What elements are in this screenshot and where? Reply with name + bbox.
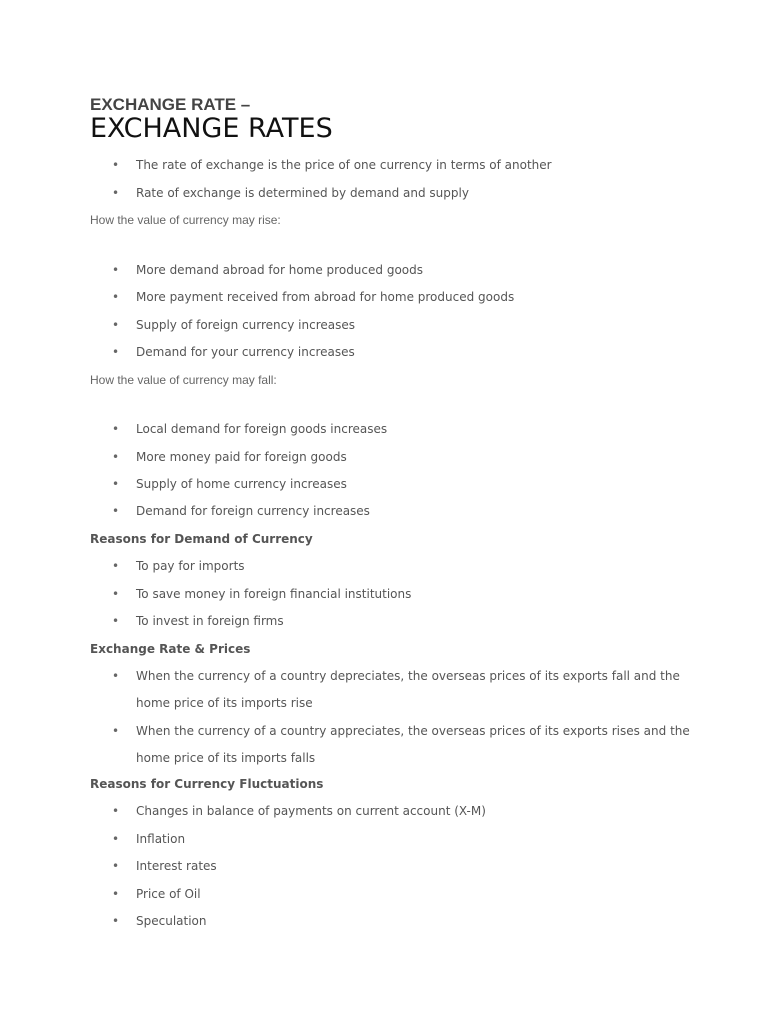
bullet-icon: • [112, 914, 120, 928]
list-item: Speculation [136, 914, 207, 928]
list-item: Demand for foreign currency increases [136, 504, 370, 518]
list-item: To invest in foreign firms [136, 614, 284, 628]
bullet-icon: • [112, 859, 120, 873]
bullet-icon: • [112, 450, 120, 464]
list-item: More demand abroad for home produced goods [136, 263, 423, 277]
bullet-icon: • [112, 345, 120, 359]
list-item-line: When the currency of a country depreciates, the overseas prices of its exports fall and the [136, 669, 680, 683]
list-item: To save money in foreign financial institutions [136, 587, 412, 601]
list-item-line: When the currency of a country appreciates, the overseas prices of its exports rises and the [136, 724, 690, 738]
bullet-icon: • [112, 318, 120, 332]
bullet-icon: • [112, 587, 120, 601]
bullet-icon: • [112, 263, 120, 277]
list-item: The rate of exchange is the price of one currency in terms of another [136, 158, 552, 172]
list-item: More money paid for foreign goods [136, 450, 347, 464]
document-title-small: EXCHANGE RATE – [90, 95, 251, 114]
bullet-icon: • [112, 669, 120, 683]
list-item: Supply of foreign currency increases [136, 318, 356, 332]
list-item: Supply of home currency increases [136, 477, 347, 491]
bullet-icon: • [112, 422, 120, 436]
bullet-icon: • [112, 832, 120, 846]
document-title-large: EXCHANGE RATES [90, 113, 333, 144]
bullet-icon: • [112, 186, 120, 200]
bullet-icon: • [112, 887, 120, 901]
list-item: Price of Oil [136, 887, 201, 901]
fall-note: How the value of currency may fall: [90, 373, 277, 387]
list-item: More payment received from abroad for home produced goods [136, 290, 515, 304]
bullet-icon: • [112, 724, 120, 738]
list-item: Inflation [136, 832, 186, 846]
list-item: Local demand for foreign goods increases [136, 422, 388, 436]
list-item-line: home price of its imports rise [136, 696, 313, 710]
list-item: Demand for your currency increases [136, 345, 355, 359]
bullet-icon: • [112, 614, 120, 628]
prices-heading: Exchange Rate & Prices [90, 642, 251, 656]
bullet-icon: • [112, 804, 120, 818]
bullet-icon: • [112, 158, 120, 172]
list-item: Changes in balance of payments on current account (X-M) [136, 804, 486, 818]
demand-heading: Reasons for Demand of Currency [90, 532, 313, 546]
list-item: To pay for imports [136, 559, 245, 573]
bullet-icon: • [112, 477, 120, 491]
fluctuations-heading: Reasons for Currency Fluctuations [90, 777, 324, 791]
bullet-icon: • [112, 504, 120, 518]
list-item: Interest rates [136, 859, 217, 873]
bullet-icon: • [112, 290, 120, 304]
list-item: Rate of exchange is determined by demand and supply [136, 186, 469, 200]
rise-note: How the value of currency may rise: [90, 213, 281, 227]
list-item-line: home price of its imports falls [136, 751, 316, 765]
bullet-icon: • [112, 559, 120, 573]
